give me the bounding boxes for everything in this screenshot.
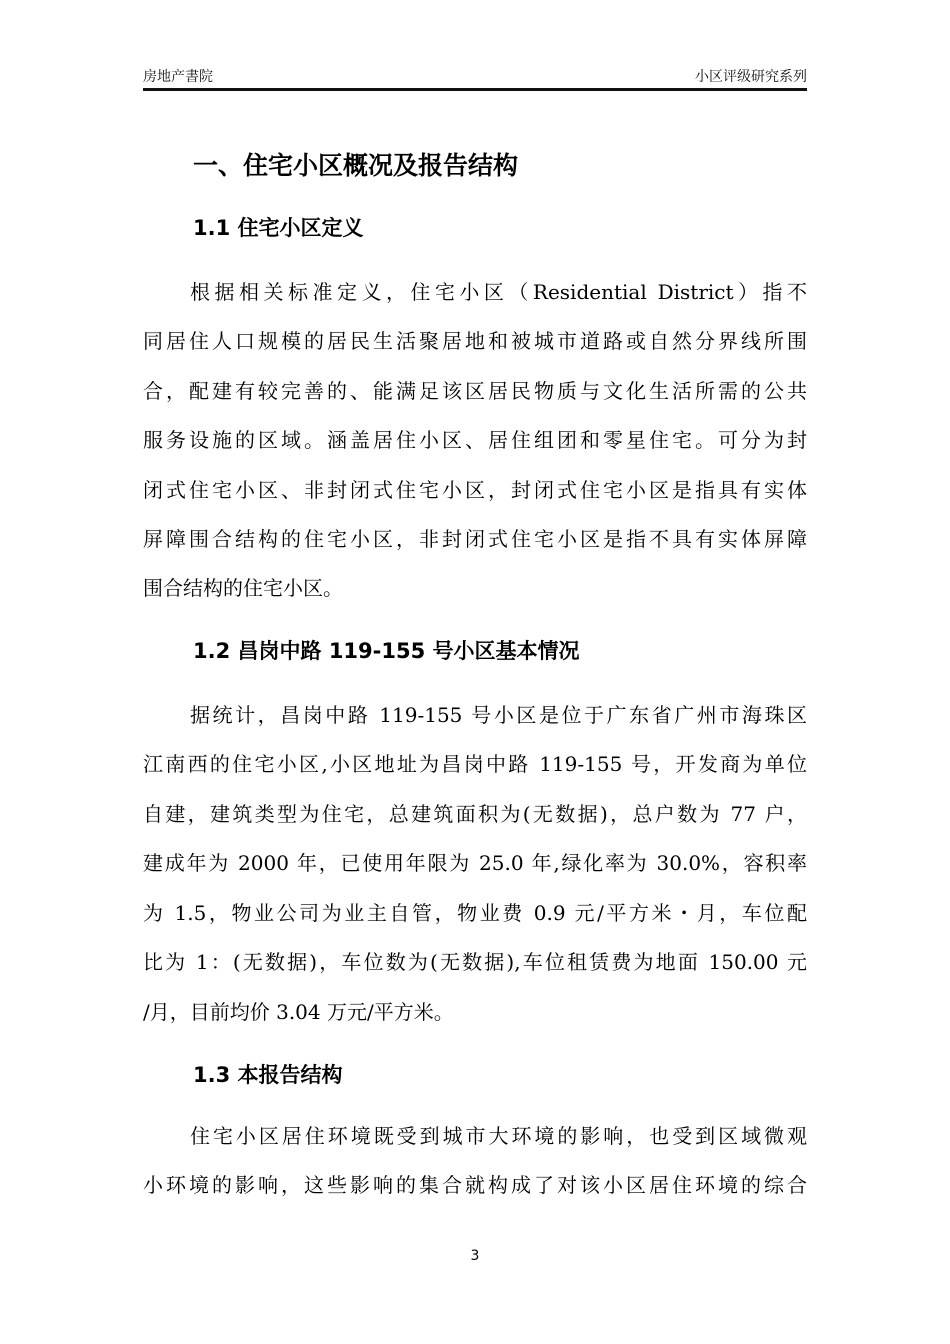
paragraph-line: 闭式住宅小区、非封闭式住宅小区，封闭式住宅小区是指具有实体 xyxy=(143,478,807,502)
section-heading-1-2: 1.2 昌岗中路 119-155 号小区基本情况 xyxy=(193,639,580,663)
header-left: 房地产書院 xyxy=(143,69,213,85)
paragraph-line: 合，配建有较完善的、能满足该区居民物质与文化生活所需的公共 xyxy=(143,379,807,403)
paragraph-line: 为 1.5，物业公司为业主自管，物业费 0.9 元/平方米・月，车位配 xyxy=(143,901,807,925)
paragraph-line: 服务设施的区域。涵盖居住小区、居住组团和零星住宅。可分为封 xyxy=(143,428,807,452)
section-heading-1-3: 1.3 本报告结构 xyxy=(193,1063,343,1087)
paragraph-line: /月，目前均价 3.04 万元/平方米。 xyxy=(143,1000,454,1024)
chapter-title: 一、住宅小区概况及报告结构 xyxy=(193,151,519,180)
paragraph-line: 小环境的影响，这些影响的集合就构成了对该小区居住环境的综合 xyxy=(143,1173,807,1197)
paragraph-line: 住宅小区居住环境既受到城市大环境的影响，也受到区域微观 xyxy=(190,1124,807,1148)
paragraph-line: 根据相关标准定义，住宅小区（Residential District）指不 xyxy=(190,280,807,304)
paragraph-line: 同居住人口规模的居民生活聚居地和被城市道路或自然分界线所围 xyxy=(143,329,807,353)
paragraph-line: 建成年为 2000 年，已使用年限为 25.0 年,绿化率为 30.0%，容积率 xyxy=(143,851,807,875)
section-heading-1-1: 1.1 住宅小区定义 xyxy=(193,216,364,240)
paragraph-line: 比为 1：(无数据)，车位数为(无数据),车位租赁费为地面 150.00 元 xyxy=(143,950,807,974)
paragraph-line: 自建，建筑类型为住宅，总建筑面积为(无数据)，总户数为 77 户， xyxy=(143,802,807,826)
paragraph-line: 屏障围合结构的住宅小区，非封闭式住宅小区是指不具有实体屏障 xyxy=(143,527,807,551)
paragraph-line: 据统计，昌岗中路 119-155 号小区是位于广东省广州市海珠区 xyxy=(190,703,807,727)
header-rule xyxy=(143,88,807,91)
paragraph-line: 江南西的住宅小区,小区地址为昌岗中路 119-155 号，开发商为单位 xyxy=(143,752,807,776)
paragraph-line: 围合结构的住宅小区。 xyxy=(143,576,343,600)
page-number: 3 xyxy=(470,1248,480,1264)
header-right: 小区评级研究系列 xyxy=(695,69,807,85)
